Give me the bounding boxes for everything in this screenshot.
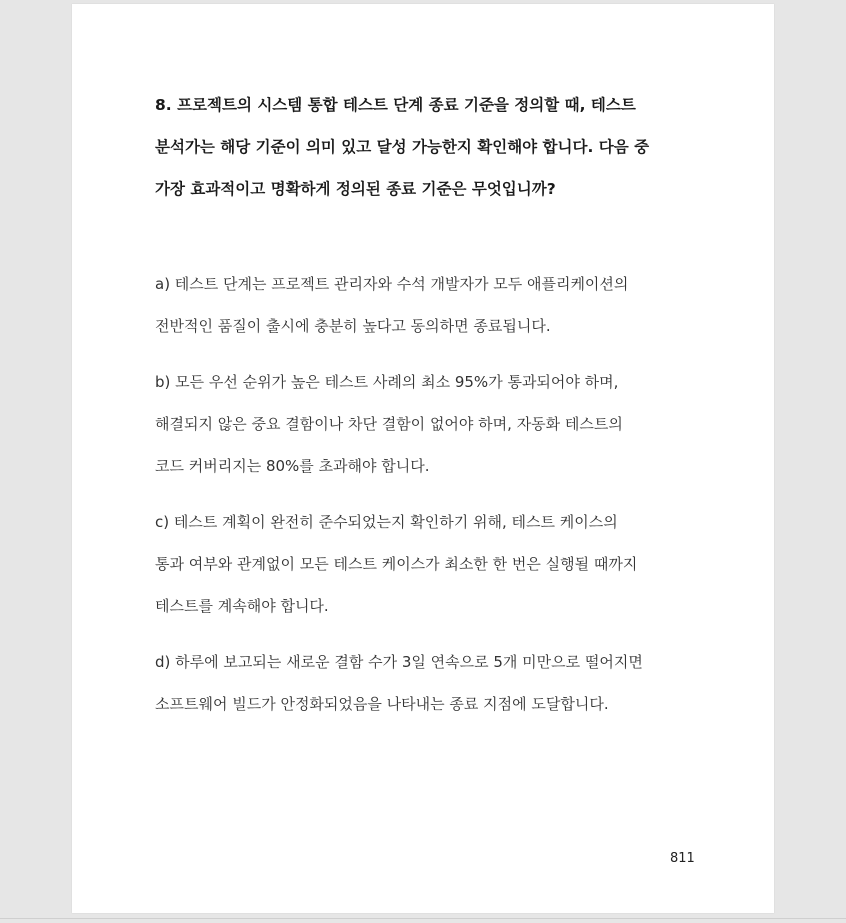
option-line: a) 테스트 단계는 프로젝트 관리자와 수석 개발자가 모두 애플리케이션의	[155, 275, 629, 293]
option-line: 해결되지 않은 중요 결함이나 차단 결함이 없어야 하며, 자동화 테스트의	[155, 415, 623, 433]
option-line: 통과 여부와 관계없이 모든 테스트 케이스가 최소한 한 번은 실행될 때까지	[155, 555, 638, 573]
option-line: 전반적인 품질이 출시에 충분히 높다고 동의하면 종료됩니다.	[155, 317, 551, 335]
viewer-bottom-divider	[0, 918, 846, 919]
option-a	[155, 263, 700, 347]
question-line: 분석가는 해당 기준이 의미 있고 달성 가능한지 확인해야 합니다. 다음 중	[155, 138, 650, 156]
option-c	[155, 501, 700, 627]
option-line: 테스트를 계속해야 합니다.	[155, 597, 329, 615]
option-line: d) 하루에 보고되는 새로운 결함 수가 3일 연속으로 5개 미만으로 떨어지면	[155, 653, 643, 671]
option-line: 소프트웨어 빌드가 안정화되었음을 나타내는 종료 지점에 도달합니다.	[155, 695, 609, 713]
option-d	[155, 641, 700, 725]
question-line: 8. 프로젝트의 시스템 통합 테스트 단계 종료 기준을 정의할 때, 테스트	[155, 96, 636, 114]
option-line: 코드 커버리지는 80%를 초과해야 합니다.	[155, 457, 430, 475]
option-line: b) 모든 우선 순위가 높은 테스트 사례의 최소 95%가 통과되어야 하며,	[155, 373, 619, 391]
question-line: 가장 효과적이고 명확하게 정의된 종료 기준은 무엇입니까?	[155, 180, 556, 198]
document-page	[72, 4, 774, 913]
option-b	[155, 361, 700, 487]
answer-options	[155, 263, 700, 739]
question-text	[155, 84, 695, 210]
option-line: c) 테스트 계획이 완전히 준수되었는지 확인하기 위해, 테스트 케이스의	[155, 513, 618, 531]
page-number: 811	[670, 851, 695, 866]
